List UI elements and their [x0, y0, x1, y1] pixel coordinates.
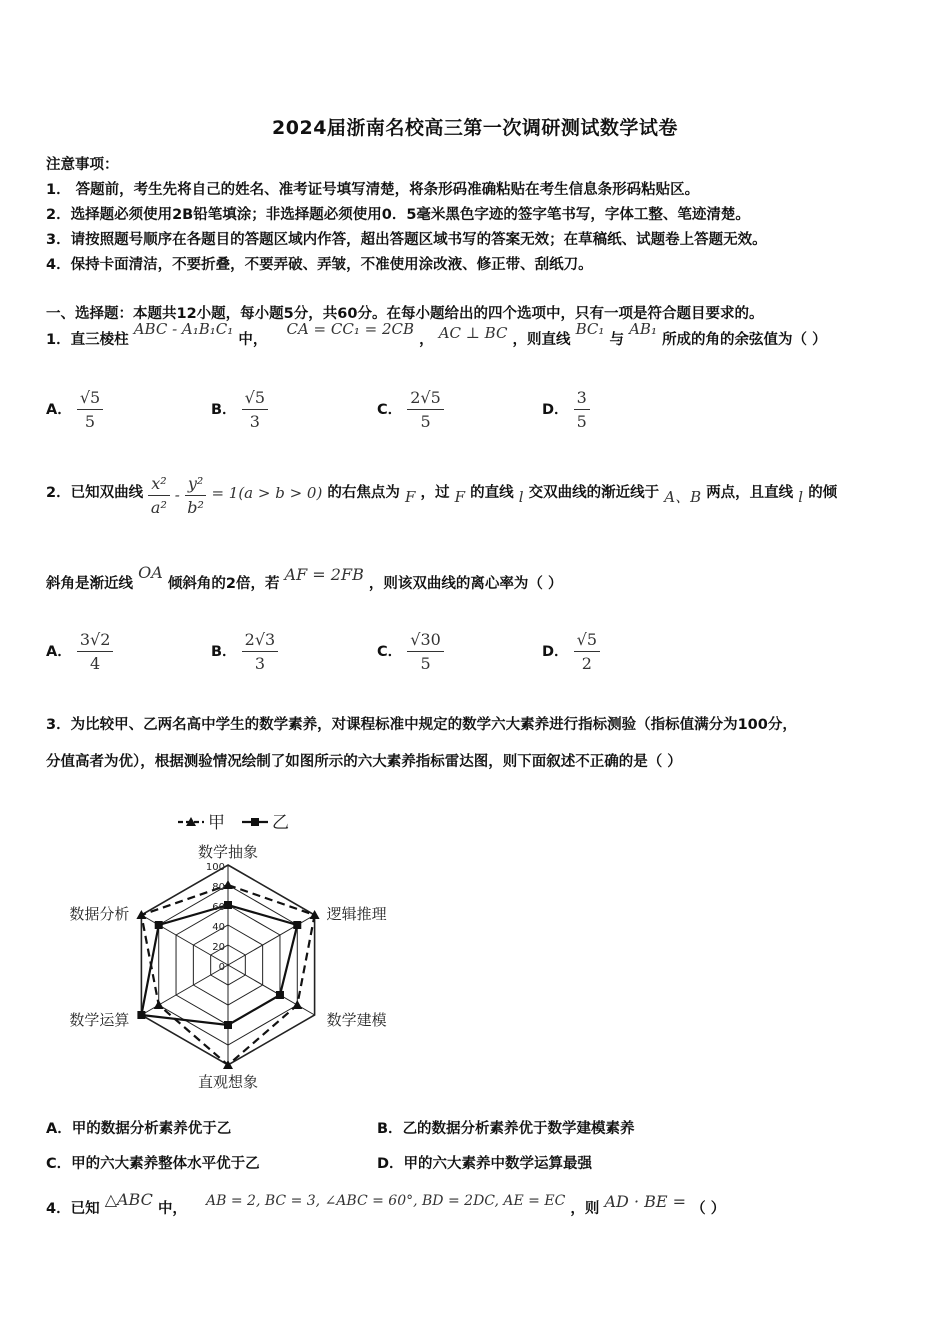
q1-math: ABC - A₁B₁C₁: [133, 320, 234, 338]
q4-text: （ ）: [691, 1201, 726, 1217]
grid-spoke: [228, 965, 315, 1015]
axis-label: 数据分析: [69, 905, 130, 923]
notice-item: 3．请按照题号顺序在各题目的答题区域内作答，超出答题区域书写的答案无效；在草稿纸、试题卷上答题无效。: [46, 232, 767, 248]
q2-fraction-x: $\frac{\text{x²}}{\text{a²}}$: [148, 474, 169, 517]
q2-text: 倾斜角的2倍，若: [167, 576, 280, 592]
q3-option-a: [46, 1117, 231, 1138]
option-text: 乙的数据分析素养优于数学建模素养: [402, 1121, 635, 1137]
question-1: [46, 320, 827, 349]
axis-label: 直观想象: [197, 1073, 259, 1091]
q2-fraction-y: $\frac{\text{y²}}{\text{b²}}$: [185, 474, 206, 517]
grid-spoke: [228, 915, 315, 965]
notice-item: 1． 答题前，考生先将自己的姓名、准考证号填写清楚，将条形码准确粘贴在考生信息条形码粘贴区。: [46, 182, 700, 198]
legend-marker-乙: [251, 818, 259, 826]
q2-math: F: [405, 488, 416, 506]
tick-label: 80: [212, 882, 225, 893]
q2-math: = 1(a > b > 0): [211, 484, 323, 502]
option-label: A．: [46, 402, 72, 418]
q1-text: 1．直三棱柱: [46, 332, 129, 348]
option-fraction: $\frac{2√3}{3}$: [242, 630, 279, 673]
q1-text: ，: [419, 332, 434, 348]
point-乙: [155, 921, 163, 929]
tick-label: 40: [212, 922, 225, 933]
question-2-line-1: [46, 474, 837, 517]
option-label: C．: [377, 644, 403, 660]
option-text: 甲的六大素养整体水平优于乙: [71, 1156, 260, 1172]
q4-math: AB = 2, BC = 3, ∠ABC = 60°, BD = 2DC, AE = EC: [206, 1193, 566, 1209]
option-label: B．: [211, 644, 237, 660]
tick-label: 60: [212, 902, 225, 913]
option-text: 甲的数据分析素养优于乙: [71, 1121, 232, 1137]
option-fraction: $\frac{√5}{3}$: [242, 388, 268, 431]
q1-text: 中，: [238, 332, 268, 348]
question-2-line-2: [46, 563, 563, 593]
q2-text: 交双曲线的渐近线于: [528, 485, 660, 501]
q2-option-c: [377, 630, 444, 673]
option-fraction: $\frac{2√5}{5}$: [407, 388, 444, 431]
option-fraction: $\frac{√5}{2}$: [574, 630, 600, 673]
option-fraction: $\frac{3}{5}$: [574, 388, 590, 431]
q2-math: A、B: [664, 488, 702, 506]
axis-label: 数学运算: [69, 1011, 130, 1029]
point-甲: [154, 1000, 164, 1009]
q2-math: F: [454, 488, 466, 506]
axis-label: 逻辑推理: [326, 905, 387, 923]
q2-math: OA: [138, 563, 163, 582]
q1-text: 与: [609, 332, 624, 348]
q3-option-b: [377, 1117, 635, 1138]
point-甲: [310, 910, 320, 919]
tick-label: 0: [218, 962, 225, 973]
q3-option-d: [377, 1152, 592, 1173]
q2-text: 斜角是渐近线: [46, 576, 133, 592]
q2-option-d: [542, 630, 600, 673]
notice-heading: 注意事项：: [46, 157, 119, 173]
question-3-line-1: 3．为比较甲、乙两名高中学生的数学素养，对课程标准中规定的数学六大素养进行指标测验（指标值满分为100分，: [46, 717, 797, 733]
q4-math: AD · BE =: [604, 1192, 687, 1211]
legend-label-乙: 乙: [272, 813, 289, 833]
q1-text: ，则直线: [512, 332, 571, 348]
option-label: D．: [542, 644, 569, 660]
q2-text: 两点，且直线: [706, 485, 794, 501]
option-label: B．: [377, 1121, 403, 1137]
q1-math: AC ⊥ BC: [438, 324, 508, 342]
option-label: C．: [377, 402, 403, 418]
option-fraction: $\frac{√30}{5}$: [407, 630, 444, 673]
point-乙: [276, 991, 284, 999]
point-乙: [224, 1021, 232, 1029]
q1-option-d: [542, 388, 590, 431]
option-label: B．: [211, 402, 237, 418]
point-乙: [293, 921, 301, 929]
q2-text: 的直线: [470, 485, 514, 501]
page-title: 2024届浙南名校高三第一次调研测试数学试卷: [272, 117, 678, 139]
point-乙: [137, 1011, 145, 1019]
option-label: C．: [46, 1156, 72, 1172]
q2-text: 的倾: [808, 485, 838, 501]
q1-option-c: [377, 388, 444, 431]
option-label: A．: [46, 644, 72, 660]
q2-math: l: [518, 488, 524, 506]
q2-option-a: [46, 630, 113, 673]
option-label: D．: [377, 1156, 404, 1172]
option-fraction: $\frac{√5}{5}$: [77, 388, 103, 431]
option-fraction: $\frac{3√2}{4}$: [77, 630, 114, 673]
q1-text: 所成的角的余弦值为（ ）: [662, 332, 827, 348]
q1-option-b: [211, 388, 268, 431]
q2-text: 2．已知双曲线: [46, 485, 144, 501]
q1-math: CA = CC₁ = 2CB: [286, 320, 414, 338]
q4-text: ，则: [570, 1201, 600, 1217]
q2-math: l: [798, 488, 804, 506]
option-text: 甲的六大素养中数学运算最强: [403, 1156, 593, 1172]
tick-label: 20: [212, 942, 225, 953]
point-乙: [224, 901, 232, 909]
q2-math: -: [174, 486, 180, 504]
notice-item: 2．选择题必须使用2B铅笔填涂；非选择题必须使用0．5毫米黑色字迹的签字笔书写，字体工整、笔迹清楚。: [46, 207, 750, 223]
chart-legend: [178, 813, 289, 833]
q2-text: 的右焦点为: [327, 485, 400, 501]
tick-label: 100: [205, 862, 225, 873]
radar-grid: [141, 865, 314, 1065]
point-甲: [292, 1000, 302, 1009]
q2-text: ，过: [420, 485, 450, 501]
q2-text: ，则该双曲线的离心率为（ ）: [368, 576, 563, 592]
option-label: D．: [542, 402, 569, 418]
q1-math: AB₁: [629, 320, 657, 338]
q2-math: AF = 2FB: [284, 565, 364, 584]
question-4: [46, 1190, 726, 1218]
legend-label-甲: 甲: [208, 813, 225, 833]
question-3-line-2: 分值高者为优），根据测验情况绘制了如图所示的六大素养指标雷达图，则下面叙述不正确的是（ ）: [46, 754, 682, 770]
radar-chart: [60, 800, 400, 1095]
q1-option-a: [46, 388, 103, 431]
axis-label: 数学抽象: [197, 843, 259, 861]
axis-label: 数学建模: [326, 1011, 387, 1029]
q4-text: 4．已知: [46, 1201, 100, 1217]
grid-spoke: [141, 965, 228, 1015]
q4-math: △ABC: [104, 1190, 153, 1209]
q4-text: 中，: [157, 1201, 187, 1217]
q3-option-c: [46, 1152, 260, 1173]
q2-option-b: [211, 630, 278, 673]
q1-math: BC₁: [575, 320, 605, 338]
notice-item: 4．保持卡面清洁，不要折叠，不要弄破、弄皱，不准使用涂改液、修正带、刮纸刀。: [46, 257, 593, 273]
section-heading: 一、选择题：本题共12小题，每小题5分，共60分。在每小题给出的四个选项中，只有一项是符合题目要求的。: [46, 306, 764, 322]
option-label: A．: [46, 1121, 72, 1137]
